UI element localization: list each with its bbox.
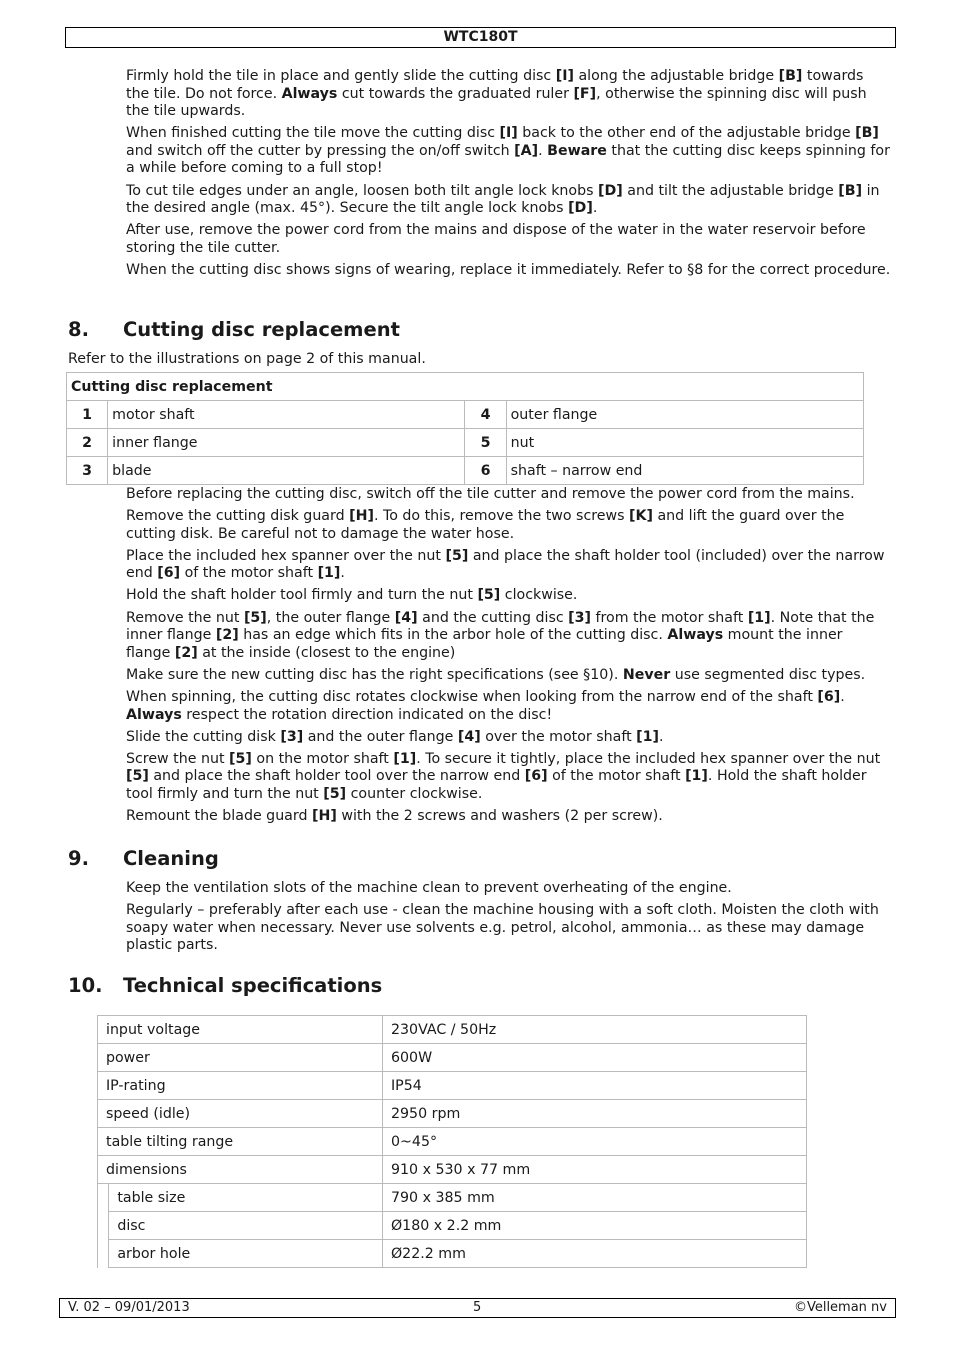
intro-paragraph	[126, 262, 891, 280]
step-paragraph-text: [H]	[349, 508, 374, 525]
cleaning-paragraph: Keep the ventilation slots of the machine clean to prevent overheating of the engine.	[126, 880, 732, 896]
spec-key: dimensions	[98, 1156, 383, 1184]
step-paragraph-text: with the 2 screws and washers (2 per screw).	[336, 808, 663, 824]
spec-key: table tilting range	[98, 1128, 383, 1156]
step-paragraph-text: Always	[667, 627, 724, 644]
intro-paragraph-text: [F]	[573, 85, 597, 102]
intro-paragraph-text: [I]	[555, 68, 574, 84]
step-paragraph	[126, 548, 891, 583]
step-paragraph-text: [6]	[817, 688, 841, 705]
step-paragraph	[126, 751, 891, 804]
step-paragraph-text: Make sure the new cutting disc has the right specifications (see §10).	[126, 666, 623, 683]
part-number: 4	[465, 401, 506, 429]
step-paragraph-text: [3]	[568, 609, 591, 626]
spec-subrow	[98, 1184, 807, 1212]
part-number: 1	[67, 401, 108, 429]
step-paragraph-text: [3]	[280, 728, 304, 745]
spec-subkey: table size	[109, 1184, 383, 1212]
step-paragraph-text: clockwise.	[500, 587, 578, 604]
step-paragraph-text: [H]	[311, 808, 337, 824]
step-paragraph-text: Remove the nut	[126, 609, 244, 626]
step-paragraph	[126, 486, 891, 504]
replacement-steps	[126, 486, 891, 826]
spec-row	[98, 1044, 807, 1072]
spec-key: IP-rating	[98, 1072, 383, 1100]
part-number: 6	[465, 457, 506, 485]
spec-value: IP54	[383, 1072, 807, 1100]
step-paragraph-text: [K]	[629, 508, 653, 525]
step-paragraph	[126, 610, 891, 663]
spec-value: 600W	[383, 1044, 807, 1072]
step-paragraph-text: . Note that the inner flange	[126, 609, 875, 644]
intro-paragraph-text: [D]	[568, 200, 593, 217]
step-paragraph	[126, 729, 891, 747]
cleaning-paragraph: Regularly – preferably after each use - clean the machine housing with a soft cloth. Moisten the cloth with soapy water when necessary. Never use solvents e.g. petrol, alcohol, ammonia… as these may damage plastic parts.	[126, 902, 879, 954]
spec-row	[98, 1128, 807, 1156]
step-paragraph-text: respect the rotation direction indicated on the disc!	[181, 706, 553, 723]
page-footer	[59, 1298, 896, 1318]
step-paragraph-text: .	[840, 688, 845, 705]
step-paragraph-text: counter clockwise.	[346, 785, 483, 802]
step-paragraph-text: has an edge which fits in the arbor hole of the cutting disc.	[238, 627, 668, 644]
spec-row	[98, 1156, 807, 1184]
step-paragraph-text: [5]	[477, 587, 501, 604]
step-paragraph-text: Remount the blade guard	[126, 808, 312, 824]
section-9-number: 9.	[68, 847, 89, 870]
step-paragraph-text: [5]	[445, 547, 469, 564]
step-paragraph-text: and place the shaft holder tool (included) over the narrow end	[126, 547, 885, 582]
step-paragraph-text: use segmented disc types.	[670, 666, 866, 683]
intro-paragraph-text: [B]	[778, 68, 803, 84]
spec-row	[98, 1072, 807, 1100]
step-paragraph-text: [6]	[157, 565, 181, 582]
spec-subrow	[98, 1240, 807, 1268]
step-paragraph-text: mount the inner flange	[126, 627, 843, 661]
footer-version: V. 02 – 09/01/2013	[68, 1300, 190, 1315]
step-paragraph-text: of the motor shaft	[547, 768, 686, 785]
step-paragraph-text: [6]	[524, 768, 548, 785]
intro-paragraph-text: cut towards the graduated ruler	[337, 85, 574, 102]
spec-value: 910 x 530 x 77 mm	[383, 1156, 807, 1184]
section-10-heading	[68, 974, 382, 997]
intro-paragraph-text: [I]	[499, 125, 518, 142]
step-paragraph-text: and place the shaft holder tool over the narrow end	[148, 768, 525, 785]
part-label: motor shaft	[108, 401, 465, 429]
step-paragraph-text: , the outer flange	[266, 609, 395, 626]
spec-key: power	[98, 1044, 383, 1072]
step-paragraph-text: over the motor shaft	[480, 728, 637, 745]
intro-paragraph-text: Firmly hold the tile in place and gently slide the cutting disc	[126, 68, 556, 84]
step-paragraph	[126, 808, 891, 826]
spec-key: speed (idle)	[98, 1100, 383, 1128]
intro-paragraph-text: When finished cutting the tile move the cutting disc	[126, 125, 500, 142]
step-paragraph-text: [5]	[126, 768, 149, 785]
part-label: nut	[506, 429, 863, 457]
parts-table	[66, 372, 864, 485]
intro-paragraph-text: When the cutting disc shows signs of wearing, replace it immediately. Refer to §8 for the correct procedure.	[126, 261, 891, 278]
spec-value: 2950 rpm	[383, 1100, 807, 1128]
step-paragraph	[126, 689, 891, 724]
intro-paragraph-text: , otherwise the spinning disc will push the tile upwards.	[126, 85, 867, 120]
step-paragraph-text: [1]	[317, 565, 341, 582]
parts-table-row	[67, 429, 864, 457]
spec-value: Ø180 x 2.2 mm	[383, 1212, 807, 1240]
section-9-heading	[68, 847, 219, 870]
spec-indent	[98, 1240, 109, 1268]
spec-value: 0~45°	[383, 1128, 807, 1156]
intro-paragraph-text: Beware	[547, 142, 607, 159]
part-label: shaft – narrow end	[506, 457, 863, 485]
intro-paragraph-text: Always	[281, 85, 338, 102]
intro-paragraph	[126, 68, 891, 121]
section-8-heading	[68, 318, 400, 341]
step-paragraph-text: . To do this, remove the two screws	[373, 508, 629, 525]
step-paragraph-text: [1]	[747, 609, 771, 626]
step-paragraph-text: [5]	[323, 785, 347, 802]
part-label: outer flange	[506, 401, 863, 429]
spec-row	[98, 1016, 807, 1044]
intro-paragraph	[126, 183, 891, 218]
part-number: 2	[67, 429, 108, 457]
spec-subrow	[98, 1212, 807, 1240]
step-paragraph-text: . Hold the shaft holder tool firmly and turn the nut	[126, 768, 867, 802]
section-10-number: 10.	[68, 974, 103, 997]
intro-paragraph-text: and tilt the adjustable bridge	[622, 182, 839, 199]
parts-table-caption-row	[67, 373, 864, 401]
step-paragraph-text: [2]	[174, 644, 198, 661]
section-8-title: Cutting disc replacement	[123, 318, 400, 341]
step-paragraph-text: .	[340, 565, 345, 582]
specs-table	[97, 1015, 807, 1268]
part-number: 5	[465, 429, 506, 457]
spec-value: 790 x 385 mm	[383, 1184, 807, 1212]
step-paragraph-text: and lift the guard over the cutting disk. Be careful not to damage the water hose.	[126, 508, 845, 542]
step-paragraph-text: [5]	[243, 609, 267, 626]
step-paragraph-text: [1]	[393, 750, 417, 767]
step-paragraph-text: at the inside (closest to the engine)	[197, 644, 456, 661]
step-paragraph-text: [1]	[685, 768, 708, 785]
intro-paragraph-text: towards the tile. Do not force.	[126, 68, 864, 102]
intro-paragraph-text: [D]	[598, 182, 623, 199]
intro-paragraph-text: To cut tile edges under an angle, loosen both tilt angle lock knobs	[126, 182, 599, 199]
step-paragraph-text: . To secure it tightly, place the included hex spanner over the nut	[416, 750, 881, 767]
step-paragraph-text: [1]	[636, 728, 660, 745]
step-paragraph	[126, 587, 891, 605]
step-paragraph-text: Always	[126, 706, 182, 723]
intro-paragraph	[126, 222, 891, 257]
step-paragraph-text: of the motor shaft	[180, 565, 318, 582]
intro-paragraph-text: and switch off the cutter by pressing the on/off switch	[126, 142, 515, 159]
parts-table-caption: Cutting disc replacement	[67, 373, 864, 401]
spec-subkey: arbor hole	[109, 1240, 383, 1268]
parts-table-row	[67, 457, 864, 485]
spec-indent	[98, 1184, 109, 1212]
spec-row	[98, 1100, 807, 1128]
step-paragraph-text: Hold the shaft holder tool firmly and turn the nut	[126, 587, 478, 604]
spec-subkey: disc	[109, 1212, 383, 1240]
step-paragraph-text: Before replacing the cutting disc, switch off the tile cutter and remove the power cord from the mains.	[126, 486, 855, 502]
footer-page-number: 5	[473, 1300, 482, 1315]
step-paragraph	[126, 667, 891, 685]
step-paragraph-text: [4]	[394, 609, 418, 626]
section-8-intro: Refer to the illustrations on page 2 of this manual.	[68, 351, 426, 367]
intro-paragraph-text: along the adjustable bridge	[573, 68, 779, 84]
intro-paragraphs	[126, 68, 891, 280]
step-paragraph-text: from the motor shaft	[591, 609, 748, 626]
section-10-title: Technical specifications	[123, 974, 383, 997]
step-paragraph-text: on the motor shaft	[251, 750, 394, 767]
step-paragraph-text: Never	[622, 666, 671, 683]
step-paragraph-text: Slide the cutting disk	[126, 728, 281, 745]
spec-value: 230VAC / 50Hz	[383, 1016, 807, 1044]
step-paragraph-text: .	[659, 728, 664, 745]
intro-paragraph-text: .	[592, 200, 598, 217]
step-paragraph-text: Screw the nut	[126, 750, 230, 767]
intro-paragraph-text: [A]	[514, 142, 539, 159]
step-paragraph-text: When spinning, the cutting disc rotates clockwise when looking from the narrow end of the shaft	[126, 688, 818, 705]
part-number: 3	[67, 457, 108, 485]
intro-paragraph-text: that the cutting disc keeps spinning for a while before coming to a full stop!	[126, 142, 890, 177]
step-paragraph-text: Place the included hex spanner over the nut	[126, 547, 446, 564]
step-paragraph-text: Remove the cutting disk guard	[126, 508, 350, 525]
step-paragraph-text: and the cutting disc	[417, 609, 569, 626]
intro-paragraph	[126, 125, 891, 178]
parts-table-row	[67, 401, 864, 429]
intro-paragraph-text: [B]	[855, 125, 879, 142]
cleaning-paragraphs	[126, 880, 891, 955]
page-header	[65, 27, 896, 48]
intro-paragraph-text: After use, remove the power cord from the mains and dispose of the water in the water reservoir before storing the tile cutter.	[126, 222, 866, 256]
section-9-title: Cleaning	[123, 847, 219, 870]
intro-paragraph-text: .	[538, 142, 548, 159]
spec-indent	[98, 1212, 109, 1240]
spec-value: Ø22.2 mm	[383, 1240, 807, 1268]
part-label: blade	[108, 457, 465, 485]
spec-key: input voltage	[98, 1016, 383, 1044]
step-paragraph-text: [4]	[457, 728, 481, 745]
part-label: inner flange	[108, 429, 465, 457]
intro-paragraph-text: back to the other end of the adjustable bridge	[517, 125, 856, 142]
intro-paragraph-text: [B]	[838, 182, 863, 199]
section-8-number: 8.	[68, 318, 89, 341]
footer-copyright: ©Velleman nv	[793, 1300, 887, 1315]
step-paragraph-text: [5]	[229, 750, 252, 767]
intro-paragraph-text: in the desired angle (max. 45°). Secure the tilt angle lock knobs	[126, 182, 880, 217]
header-title: WTC180T	[443, 29, 518, 45]
step-paragraph-text: and the outer flange	[303, 728, 458, 745]
step-paragraph	[126, 508, 891, 543]
step-paragraph-text: [2]	[215, 627, 239, 644]
